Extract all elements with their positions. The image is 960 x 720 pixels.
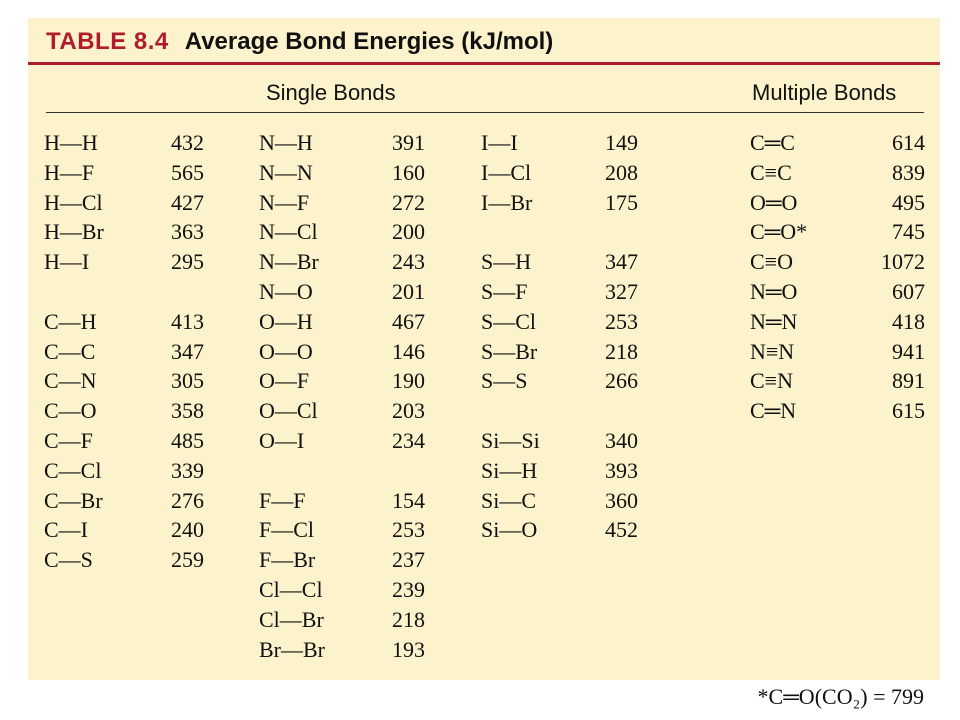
bond-energy: 413 [171,308,204,334]
bond-energy: 485 [171,427,204,453]
bond-name: Si—Si [481,427,540,453]
bond-energy: 391 [392,130,425,155]
table-row [259,635,425,665]
bond-name: F—Cl [259,517,315,543]
bond-name: C≡C [750,159,792,185]
bond-name: S—Cl [481,308,537,334]
table-row [259,486,425,516]
table-row [44,545,204,575]
table-row [259,277,425,307]
table-row [481,188,638,218]
bond-name: C—Cl [44,457,102,483]
table-row [44,456,204,486]
bond-name: O—I [259,427,305,453]
bond-name: H—H [44,130,98,155]
bond-energy: 175 [605,189,638,215]
bond-energy: 607 [892,278,925,304]
footnote: *C═O(CO₂) = 799 [757,684,924,709]
bond-energy: 234 [392,427,425,453]
bond-energy: 259 [171,547,204,573]
bond-energy: 253 [605,308,638,334]
table-row [259,605,425,635]
bond-energy: 327 [605,278,638,304]
table-row [481,366,638,396]
bond-name: I—I [481,130,518,155]
bond-energy: 432 [171,130,204,155]
bond-name: S—S [481,368,528,394]
bond-energy: 239 [392,576,425,602]
bond-name: C═N [750,398,797,424]
table-row [750,188,925,218]
bond-name: C—C [44,338,96,364]
header-divider [46,112,924,113]
bond-energy: 418 [892,308,925,334]
table-row [259,158,425,188]
table-row [481,426,638,456]
bond-energy: 243 [392,249,425,275]
bond-name: N—H [259,130,313,155]
bond-energy: 208 [605,159,638,185]
table-row [259,366,425,396]
bond-energy: 266 [605,368,638,394]
bond-energy: 193 [392,636,425,662]
bond-name: Br—Br [259,636,325,662]
bond-name: Si—O [481,517,538,543]
bond-name: C—O [44,398,97,424]
bond-name: O—F [259,368,310,394]
bond-name: I—Cl [481,159,532,185]
bond-column-multiple [750,128,925,426]
table-row [259,396,425,426]
table-row [44,188,204,218]
bond-energy: 467 [392,308,425,334]
table-number-label: TABLE 8.4 [46,28,169,55]
bond-energy: 200 [392,219,425,245]
bond-name: C≡O [750,249,793,275]
single-bonds-header: Single Bonds [266,80,396,105]
bond-energy: 295 [171,249,204,275]
bond-name: C—H [44,308,97,334]
table-title: Average Bond Energies (kJ/mol) [184,28,554,55]
table-row [259,217,425,247]
table-row [481,158,638,188]
bond-name: H—F [44,159,95,185]
bond-name: C—F [44,427,93,453]
bond-name: S—H [481,249,532,275]
bond-energy: 360 [605,487,638,513]
bond-energy: 941 [892,338,925,364]
table-row [481,456,638,486]
table-row [750,217,925,247]
bond-name: N—F [259,189,310,215]
table-row [750,307,925,337]
bond-energy: 358 [171,398,204,424]
bond-name: S—F [481,278,528,304]
bond-name: Si—H [481,457,538,483]
bond-energy: 154 [392,487,425,513]
table-row [481,217,638,247]
bond-column-3 [481,128,638,545]
table-row [750,247,925,277]
bond-name: H—Cl [44,189,103,215]
bond-energy: 615 [892,398,925,424]
table-row [481,515,638,545]
bond-name: N≡N [750,338,795,364]
bond-name: N—Br [259,249,319,275]
bond-energy: 203 [392,398,425,424]
bond-energy: 347 [605,249,638,275]
bond-name: F—F [259,487,306,513]
bond-name: C—N [44,368,97,394]
bond-energy: 427 [171,189,204,215]
bond-name: O—Cl [259,398,318,424]
bond-energy: 305 [171,368,204,394]
table-row [481,337,638,367]
table-row [750,158,925,188]
table-row [259,575,425,605]
bond-name: O—O [259,338,313,364]
bond-name: C═C [750,130,795,155]
multiple-bonds-header: Multiple Bonds [752,80,897,105]
table-row [259,337,425,367]
bond-name: C—I [44,517,88,543]
bond-energy: 253 [392,517,425,543]
bond-name: N═O [750,278,798,304]
bond-energy: 146 [392,338,425,364]
bond-name: F—Br [259,547,316,573]
table-row [259,515,425,545]
bond-energy: 839 [892,159,925,185]
bond-energy: 452 [605,517,638,543]
bond-column-2 [259,128,425,664]
bond-energy: 160 [392,159,425,185]
bond-energy: 363 [171,219,204,245]
bond-name: C═O* [750,219,808,245]
bond-energy: 149 [605,130,638,155]
bond-name: C—Br [44,487,103,513]
table-row [750,337,925,367]
table-row [44,217,204,247]
bond-name: N═N [750,308,798,334]
table-row [44,277,204,307]
bond-energy: 276 [171,487,204,513]
bond-energy: 614 [892,130,925,155]
bond-column-1 [44,128,204,575]
table-row [44,247,204,277]
table-row [44,396,204,426]
table-row [44,337,204,367]
bond-energy: 218 [605,338,638,364]
bond-energy: 347 [171,338,204,364]
bond-energy: 218 [392,606,425,632]
table-row [259,188,425,218]
bond-energy: 237 [392,547,425,573]
bond-energy: 272 [392,189,425,215]
table-row [44,158,204,188]
table-row [44,426,204,456]
bond-name: Si—C [481,487,537,513]
bond-name: Cl—Br [259,606,324,632]
bond-energy: 565 [171,159,204,185]
table-row [44,307,204,337]
table-row [259,456,425,486]
bond-name: Cl—Cl [259,576,323,602]
table-row [481,277,638,307]
bond-energy: 393 [605,457,638,483]
table-row [44,486,204,516]
bond-name: C≡N [750,368,793,394]
bond-name: H—Br [44,219,104,245]
table-row [481,307,638,337]
table-row [44,515,204,545]
table-title-row [46,28,553,60]
bond-name: H—I [44,249,90,275]
bond-energy: 201 [392,278,425,304]
bond-name: O—H [259,308,313,334]
table-row [750,277,925,307]
table-row [481,128,638,158]
table-row [44,366,204,396]
bond-energy: 1072 [881,249,925,275]
bond-name: N—N [259,159,313,185]
bond-name: O═O [750,189,798,215]
table-row [259,545,425,575]
bond-energy: 240 [171,517,204,543]
table-row [481,486,638,516]
bond-energy: 495 [892,189,925,215]
table-row [44,128,204,158]
bond-energy: 745 [892,219,925,245]
table-row [481,247,638,277]
bond-name: C—S [44,547,93,573]
table-row [481,396,638,426]
bond-name: N—O [259,278,313,304]
bond-name: N—Cl [259,219,318,245]
table-row [750,366,925,396]
table-row [750,396,925,426]
table-row [259,128,425,158]
title-divider [28,62,940,65]
table-row [750,128,925,158]
bond-energy: 339 [171,457,204,483]
table-row [259,307,425,337]
bond-name: I—Br [481,189,533,215]
bond-energy: 190 [392,368,425,394]
bond-energy: 891 [892,368,925,394]
bond-energy: 340 [605,427,638,453]
table-row [259,247,425,277]
table-row [259,426,425,456]
bond-name: S—Br [481,338,538,364]
